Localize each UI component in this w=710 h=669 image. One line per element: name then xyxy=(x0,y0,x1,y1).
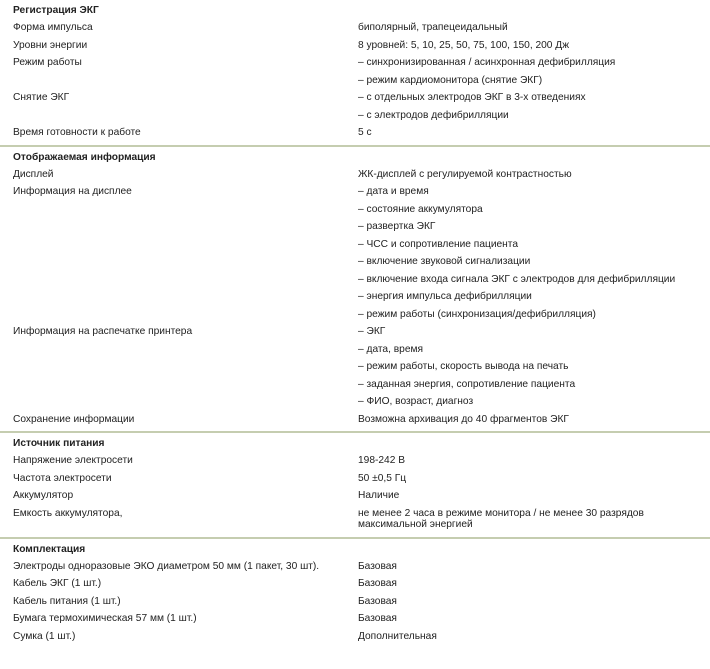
spec-section xyxy=(13,435,710,534)
spec-label: Емкость аккумулятора, xyxy=(13,507,123,519)
section-divider xyxy=(0,145,710,147)
section-divider xyxy=(0,537,710,539)
spec-values xyxy=(358,183,710,323)
spec-value: – энергия импульса дефибрилляции xyxy=(358,291,532,302)
spec-value: 198-242 В xyxy=(358,455,406,466)
spec-value: – ЧСС и сопротивление пациента xyxy=(358,238,519,250)
spec-values xyxy=(358,452,710,470)
spec-values xyxy=(358,487,710,505)
spec-row xyxy=(13,124,710,142)
spec-value: – включение звуковой сигнализации xyxy=(358,256,531,267)
spec-value: 5 с xyxy=(358,127,372,138)
spec-label: Бумага термохимическая 57 мм (1 шт.) xyxy=(13,613,197,624)
spec-values xyxy=(358,37,710,55)
spec-label: Информация на дисплее xyxy=(13,186,132,197)
spec-values xyxy=(358,505,710,534)
spec-row xyxy=(13,610,710,628)
spec-section xyxy=(13,541,710,646)
spec-label: Время готовности к работе xyxy=(13,127,141,138)
spec-value: Базовая xyxy=(358,595,397,607)
spec-value: Базовая xyxy=(358,613,397,624)
spec-row xyxy=(13,452,710,470)
spec-value: Базовая xyxy=(358,560,397,572)
spec-row xyxy=(13,19,710,37)
spec-value: 50 ±0,5 Гц xyxy=(358,472,407,484)
spec-value: – развертка ЭКГ xyxy=(358,221,436,232)
spec-value: Возможна архивация до 40 фрагментов ЭКГ xyxy=(358,413,569,425)
spec-row xyxy=(13,628,710,646)
spec-row xyxy=(13,183,710,323)
spec-label: Сохранение информации xyxy=(13,413,135,425)
spec-value: ЖК-дисплей с регулируемой контрастностью xyxy=(358,168,572,180)
spec-label: Кабель ЭКГ (1 шт.) xyxy=(13,578,102,589)
spec-label: Дисплей xyxy=(13,168,54,180)
spec-section xyxy=(13,2,710,142)
section-title: Источник питания xyxy=(13,438,105,449)
spec-row xyxy=(13,411,710,429)
spec-values xyxy=(358,323,710,411)
spec-row xyxy=(13,505,710,534)
spec-values xyxy=(358,628,710,646)
spec-value: – режим работы (синхронизация/дефибрилляция) xyxy=(358,308,596,320)
section-divider xyxy=(0,431,710,433)
spec-row xyxy=(13,470,710,488)
spec-value: – состояние аккумулятора xyxy=(358,203,483,215)
spec-row xyxy=(13,37,710,55)
spec-row xyxy=(13,89,710,124)
spec-values xyxy=(358,470,710,488)
spec-row xyxy=(13,575,710,593)
spec-row xyxy=(13,487,710,505)
spec-values xyxy=(358,593,710,611)
spec-values xyxy=(358,89,710,124)
spec-value: Дополнительная xyxy=(358,630,437,642)
spec-value: – ФИО, возраст, диагноз xyxy=(358,396,474,407)
spec-value: не менее 2 часа в режиме монитора / не менее 30 разрядов максимальной энергией xyxy=(358,507,644,530)
spec-label: Информация на распечатке принтера xyxy=(13,326,193,337)
spec-label: Кабель питания (1 шт.) xyxy=(13,595,121,607)
spec-label: Форма импульса xyxy=(13,22,93,33)
spec-value: – с электродов дефибрилляции xyxy=(358,109,509,121)
spec-row xyxy=(13,323,710,411)
spec-value: биполярный, трапецеидальный xyxy=(358,22,508,33)
spec-value: – дата и время xyxy=(358,186,429,197)
spec-row xyxy=(13,166,710,184)
spec-value: 8 уровней: 5, 10, 25, 50, 75, 100, 150, 200 Дж xyxy=(358,39,570,51)
spec-values xyxy=(358,575,710,593)
spec-section xyxy=(13,149,710,429)
spec-label: Снятие ЭКГ xyxy=(13,92,70,103)
spec-value: – с отдельных электродов ЭКГ в 3-х отведениях xyxy=(358,92,586,103)
section-title: Комплектация xyxy=(13,543,86,555)
spec-value: – режим работы, скорость вывода на печать xyxy=(358,361,569,372)
spec-value: – включение входа сигнала ЭКГ с электродов для дефибрилляции xyxy=(358,273,676,285)
spec-values xyxy=(358,558,710,576)
spec-value: – режим кардиомонитора (снятие ЭКГ) xyxy=(358,74,543,86)
spec-value: – дата, время xyxy=(358,343,424,355)
spec-values xyxy=(358,166,710,184)
spec-value: – заданная энергия, сопротивление пациента xyxy=(358,378,576,390)
spec-label: Напряжение электросети xyxy=(13,455,133,466)
section-title: Отображаемая информация xyxy=(13,151,156,163)
spec-row xyxy=(13,558,710,576)
spec-row xyxy=(13,54,710,89)
spec-value: Базовая xyxy=(358,578,397,589)
spec-values xyxy=(358,411,710,429)
section-title: Регистрация ЭКГ xyxy=(13,5,99,16)
spec-value: Наличие xyxy=(358,490,400,501)
spec-values xyxy=(358,610,710,628)
spec-table xyxy=(0,2,710,645)
spec-values xyxy=(358,54,710,89)
spec-label: Уровни энергии xyxy=(13,39,88,51)
spec-value: – ЭКГ xyxy=(358,326,386,337)
spec-label: Режим работы xyxy=(13,57,82,68)
spec-label: Частота электросети xyxy=(13,472,112,484)
spec-label: Электроды одноразовые ЭКО диаметром 50 мм (1 пакет, 30 шт). xyxy=(13,560,320,572)
spec-label: Аккумулятор xyxy=(13,490,74,501)
spec-value: – синхронизированная / асинхронная дефибрилляция xyxy=(358,57,616,68)
spec-label: Сумка (1 шт.) xyxy=(13,630,76,642)
spec-values xyxy=(358,124,710,142)
spec-values xyxy=(358,19,710,37)
spec-row xyxy=(13,593,710,611)
